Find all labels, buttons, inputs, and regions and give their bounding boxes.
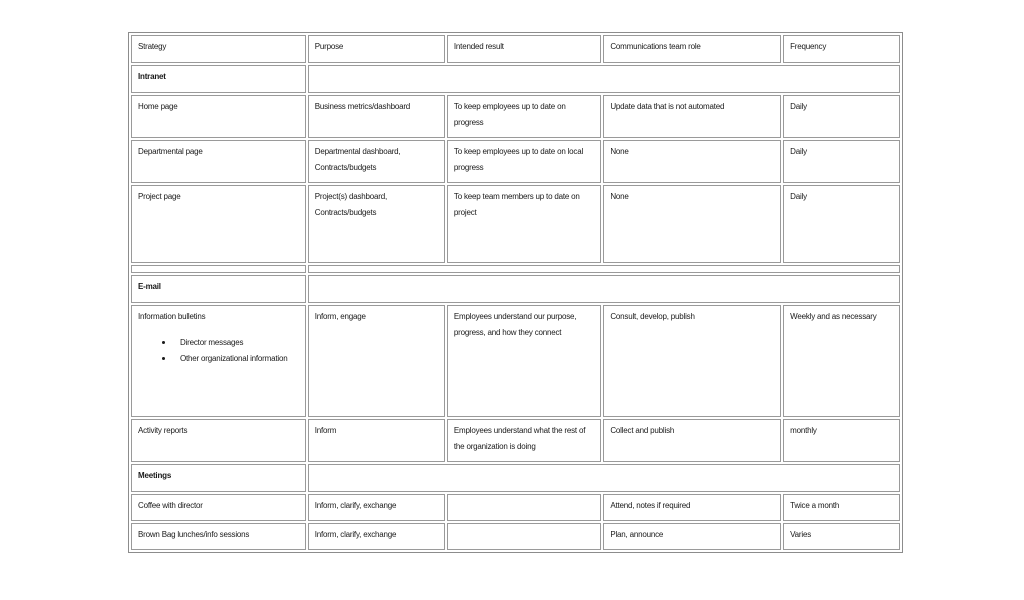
cell-purpose: Departmental dashboard, Contracts/budgets — [308, 140, 445, 183]
table-row — [131, 523, 900, 550]
cell-frequency: Daily — [783, 95, 900, 138]
cell-frequency: monthly — [783, 419, 900, 462]
section-spacer — [308, 464, 900, 492]
cell-purpose: Inform, engage — [308, 305, 445, 417]
cell-result: To keep employees up to date on progress — [447, 95, 601, 138]
spacer-row — [131, 265, 900, 273]
cell-frequency: Daily — [783, 140, 900, 183]
section-row-meetings — [131, 464, 900, 492]
header-row — [131, 35, 900, 63]
cell-purpose: Inform — [308, 419, 445, 462]
section-label-meetings: Meetings — [131, 464, 306, 492]
cell-frequency: Twice a month — [783, 494, 900, 521]
spacer-cell — [308, 265, 900, 273]
table-row — [131, 140, 900, 183]
section-row-email — [131, 275, 900, 303]
section-spacer — [308, 65, 900, 93]
cell-role: Plan, announce — [603, 523, 781, 550]
header-team-role: Communications team role — [603, 35, 781, 63]
cell-frequency: Daily — [783, 185, 900, 263]
bullet-list — [138, 335, 299, 367]
table-row — [131, 185, 900, 263]
spacer-cell — [131, 265, 306, 273]
table-row — [131, 419, 900, 462]
cell-result: To keep team members up to date on project — [447, 185, 601, 263]
section-label-email: E-mail — [131, 275, 306, 303]
bullet-item: • Other organizational information — [174, 351, 299, 367]
cell-result — [447, 494, 601, 521]
cell-result: Employees understand what the rest of the organization is doing — [447, 419, 601, 462]
cell-purpose: Inform, clarify, exchange — [308, 523, 445, 550]
header-intended-result: Intended result — [447, 35, 601, 63]
table-row — [131, 494, 900, 521]
cell-purpose: Project(s) dashboard, Contracts/budgets — [308, 185, 445, 263]
bullet-item: • Director messages — [174, 335, 299, 351]
cell-strategy: Activity reports — [131, 419, 306, 462]
table-row — [131, 305, 900, 417]
header-frequency: Frequency — [783, 35, 900, 63]
cell-purpose: Inform, clarify, exchange — [308, 494, 445, 521]
cell-strategy — [131, 305, 306, 417]
cell-strategy: Project page — [131, 185, 306, 263]
cell-frequency: Varies — [783, 523, 900, 550]
cell-result: Employees understand our purpose, progress, and how they connect — [447, 305, 601, 417]
cell-role: None — [603, 185, 781, 263]
cell-role: None — [603, 140, 781, 183]
cell-purpose: Business metrics/dashboard — [308, 95, 445, 138]
table-row — [131, 95, 900, 138]
cell-strategy: Departmental page — [131, 140, 306, 183]
cell-frequency: Weekly and as necessary — [783, 305, 900, 417]
cell-result — [447, 523, 601, 550]
section-label-intranet: Intranet — [131, 65, 306, 93]
cell-role: Consult, develop, publish — [603, 305, 781, 417]
header-strategy: Strategy — [131, 35, 306, 63]
cell-strategy-title: Information bulletins — [138, 312, 206, 321]
cell-result: To keep employees up to date on local progress — [447, 140, 601, 183]
section-row-intranet — [131, 65, 900, 93]
cell-strategy: Brown Bag lunches/info sessions — [131, 523, 306, 550]
section-spacer — [308, 275, 900, 303]
communications-strategy-table — [128, 32, 903, 553]
cell-role: Collect and publish — [603, 419, 781, 462]
cell-role: Update data that is not automated — [603, 95, 781, 138]
cell-strategy: Coffee with director — [131, 494, 306, 521]
header-purpose: Purpose — [308, 35, 445, 63]
cell-strategy: Home page — [131, 95, 306, 138]
cell-role: Attend, notes if required — [603, 494, 781, 521]
